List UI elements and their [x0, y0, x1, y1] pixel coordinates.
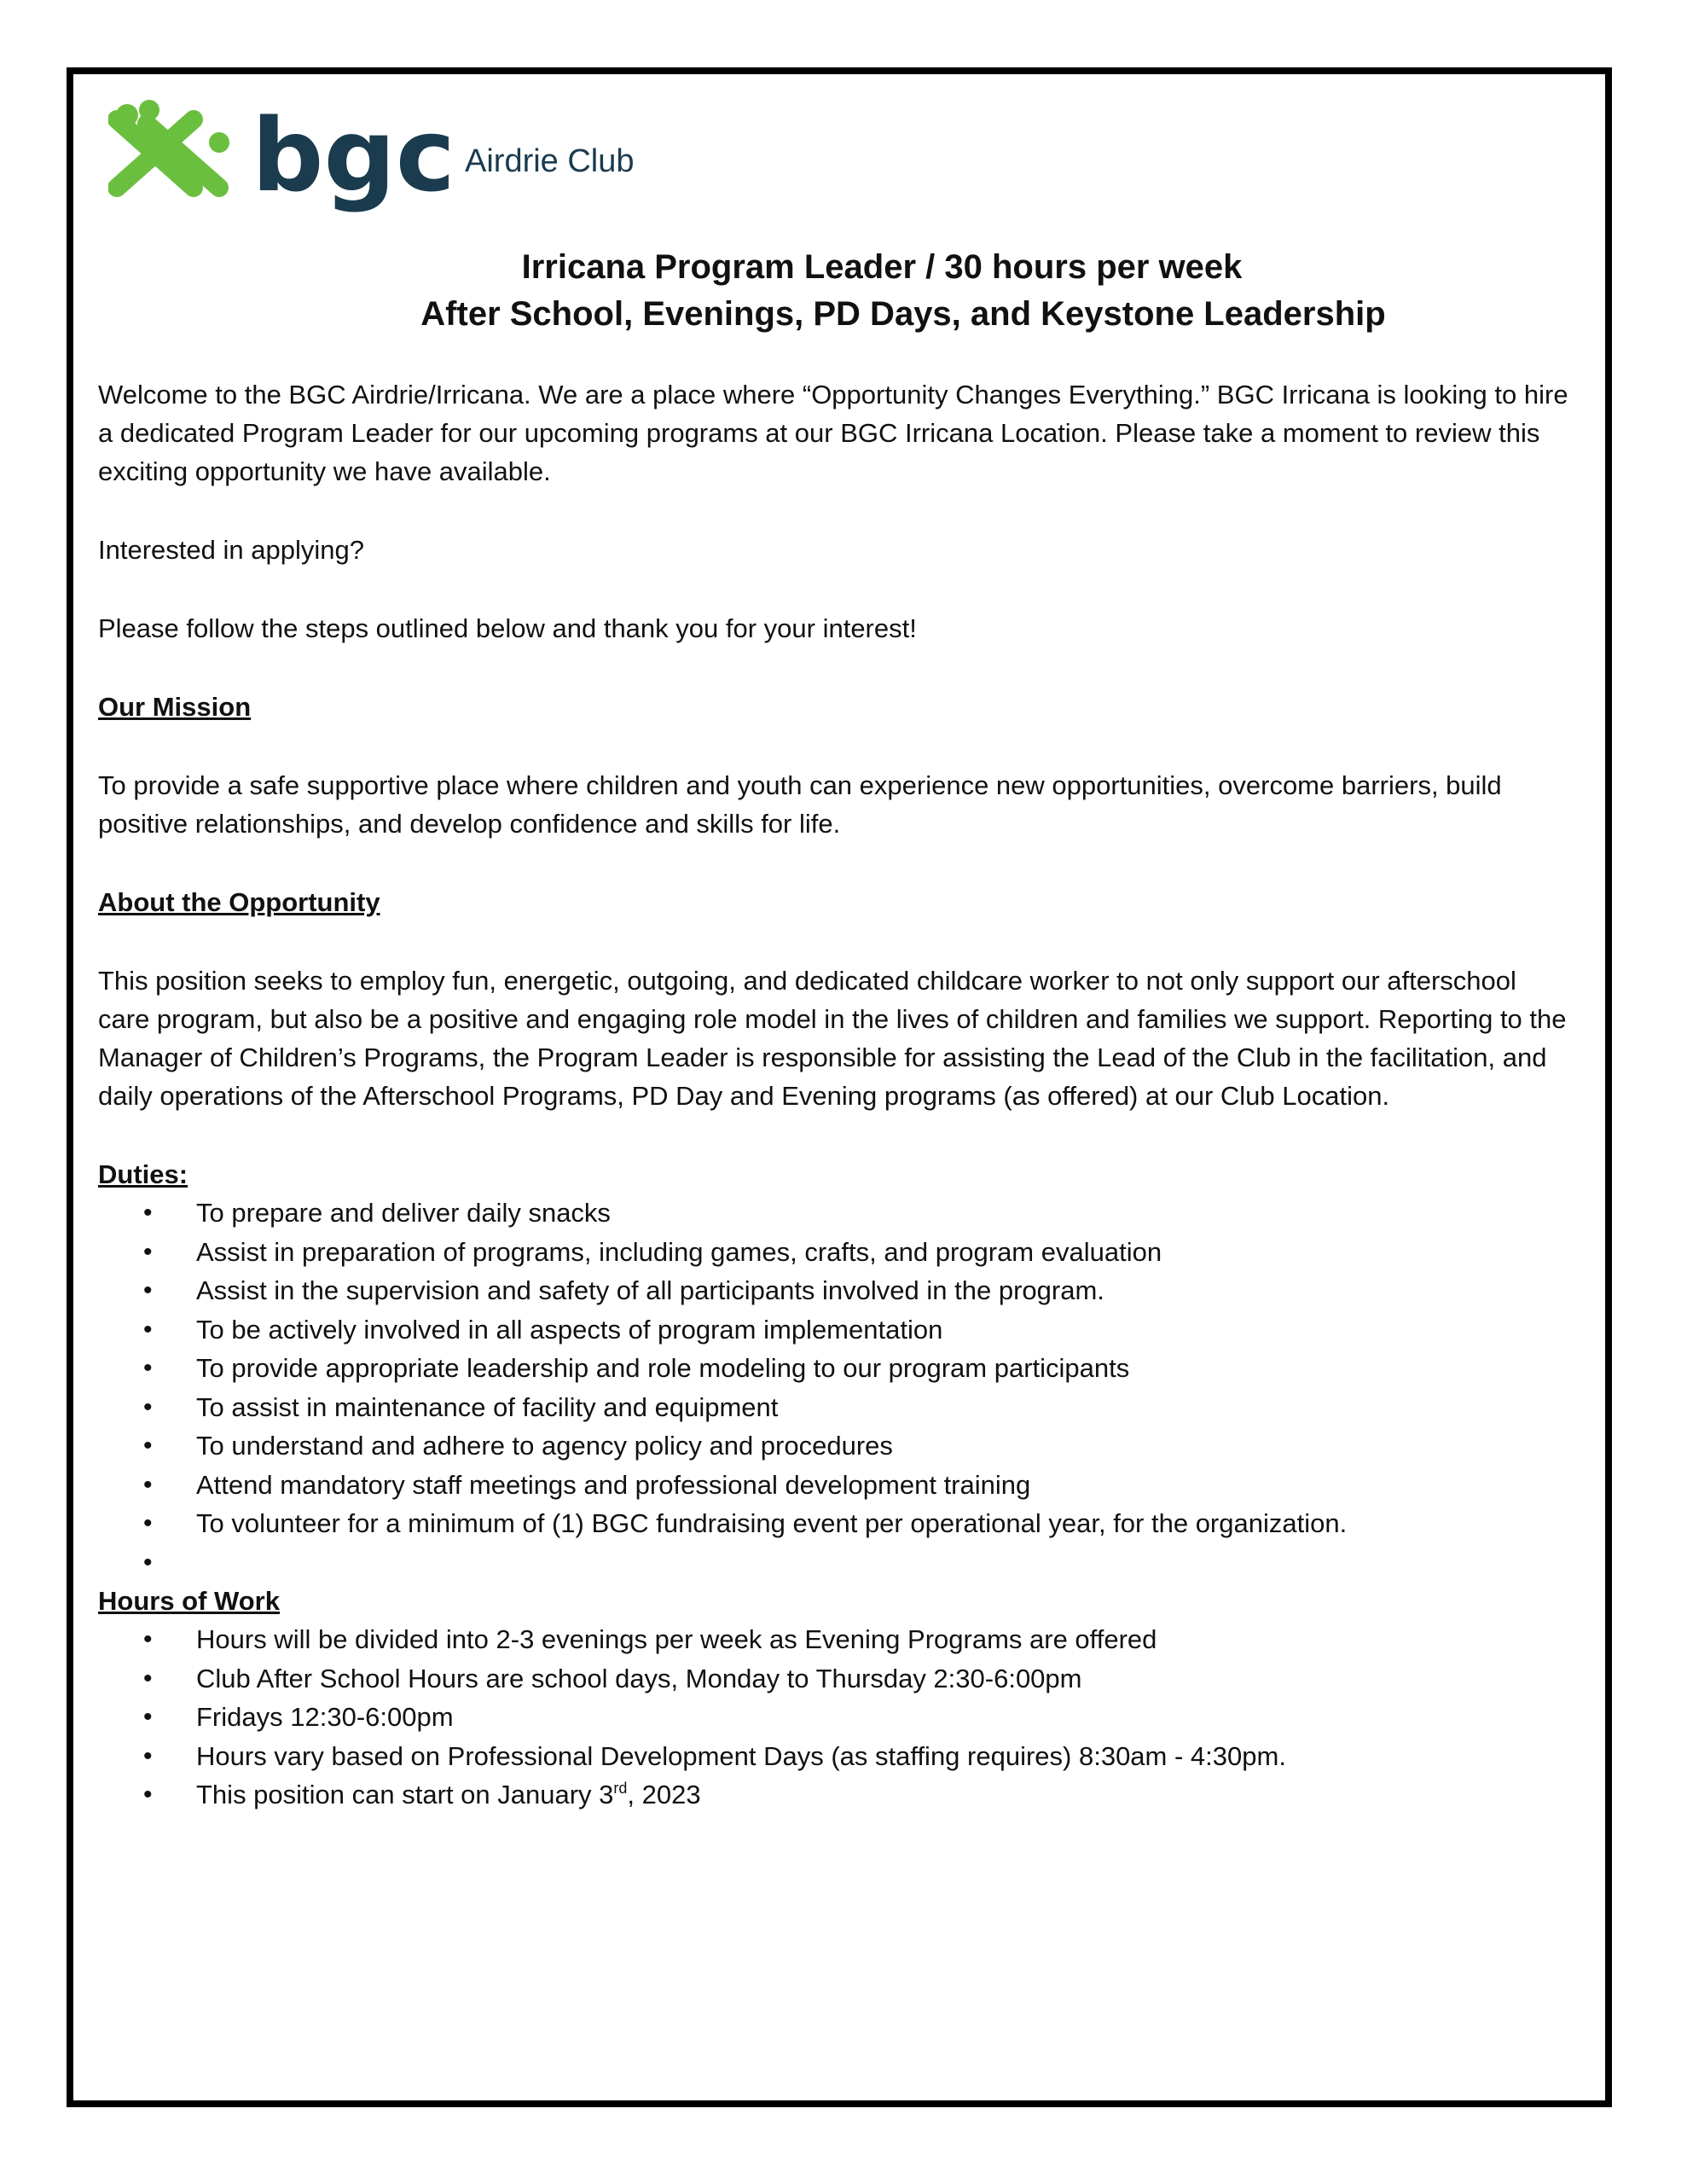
job-title: Irricana Program Leader / 30 hours per week: [521, 248, 1243, 286]
logo-subtitle: Airdrie Club: [465, 143, 635, 179]
intro-question: Interested in applying?: [98, 535, 364, 565]
start-date-prefix: This position can start on January 3: [196, 1780, 614, 1809]
list-item: • To understand and adhere to agency policy and procedures: [98, 1426, 1574, 1466]
bgc-logo: [108, 98, 688, 235]
start-date-suffix: , 2023: [627, 1780, 701, 1809]
logo-wordmark: bgc: [252, 98, 455, 214]
hours-heading: Hours of Work: [98, 1586, 280, 1616]
mission-text: To provide a safe supportive place where children and youth can experience new opportunities, overcome barriers, build positive relationships, and develop confidence and skills for life.: [98, 770, 1502, 839]
list-item: • Hours will be divided into 2-3 evenings per week as Evening Programs are offered: [98, 1620, 1574, 1659]
start-date-ordinal: rd: [613, 1780, 628, 1797]
list-item: • To volunteer for a minimum of (1) BGC fundraising event per operational year, for the organization.: [98, 1504, 1574, 1543]
mission-heading: Our Mission: [98, 692, 252, 722]
bgc-figures-icon: [116, 100, 229, 188]
opportunity-text: This position seeks to employ fun, energetic, outgoing, and dedicated childcare worker to not only support our afterschool care program, but also be a positive and engaging role model in the lives of children and families we support. Reporting to the Manager of Children’s Programs, the Program Leader is responsible for assisting the Lead of the Club in the facilitation, and daily operations of the Afterschool Programs, PD Day and Evening programs (as offered) at our Club Location.: [98, 966, 1567, 1111]
list-item: • Club After School Hours are school days, Monday to Thursday 2:30-6:00pm: [98, 1659, 1574, 1699]
list-item: • Assist in preparation of programs, including games, crafts, and program evaluation: [98, 1233, 1574, 1272]
intro-steps: Please follow the steps outlined below and thank you for your interest!: [98, 613, 917, 643]
list-item: • Attend mandatory staff meetings and professional development training: [98, 1466, 1574, 1505]
list-item: • Hours vary based on Professional Development Days (as staffing requires) 8:30am - 4:30pm.: [98, 1737, 1574, 1776]
opportunity-heading: About the Opportunity: [98, 887, 380, 917]
list-item: • To assist in maintenance of facility and equipment: [98, 1388, 1574, 1427]
duties-heading: Duties:: [98, 1159, 188, 1189]
document-body: [98, 375, 1574, 1815]
list-item: • To prepare and deliver daily snacks: [98, 1194, 1574, 1233]
duties-list: [98, 1194, 1574, 1582]
list-item: • Assist in the supervision and safety of all participants involved in the program.: [98, 1271, 1574, 1310]
hours-list: [98, 1620, 1574, 1815]
job-subtitle: After School, Evenings, PD Days, and Keystone Leadership: [420, 295, 1386, 333]
list-item: • To provide appropriate leadership and role modeling to our program participants: [98, 1349, 1574, 1388]
list-item: • Fridays 12:30-6:00pm: [98, 1698, 1574, 1737]
intro-paragraph: Welcome to the BGC Airdrie/Irricana. We are a place where “Opportunity Changes Everything.” BGC Irricana is looking to hire a dedicated Program Leader for our upcoming programs at our BGC Irricana Location. Please take a moment to review this exciting opportunity we have available.: [98, 380, 1568, 486]
list-item: • To be actively involved in all aspects of program implementation: [98, 1310, 1574, 1350]
list-item: [98, 1775, 1574, 1815]
list-item: [98, 1543, 1574, 1583]
